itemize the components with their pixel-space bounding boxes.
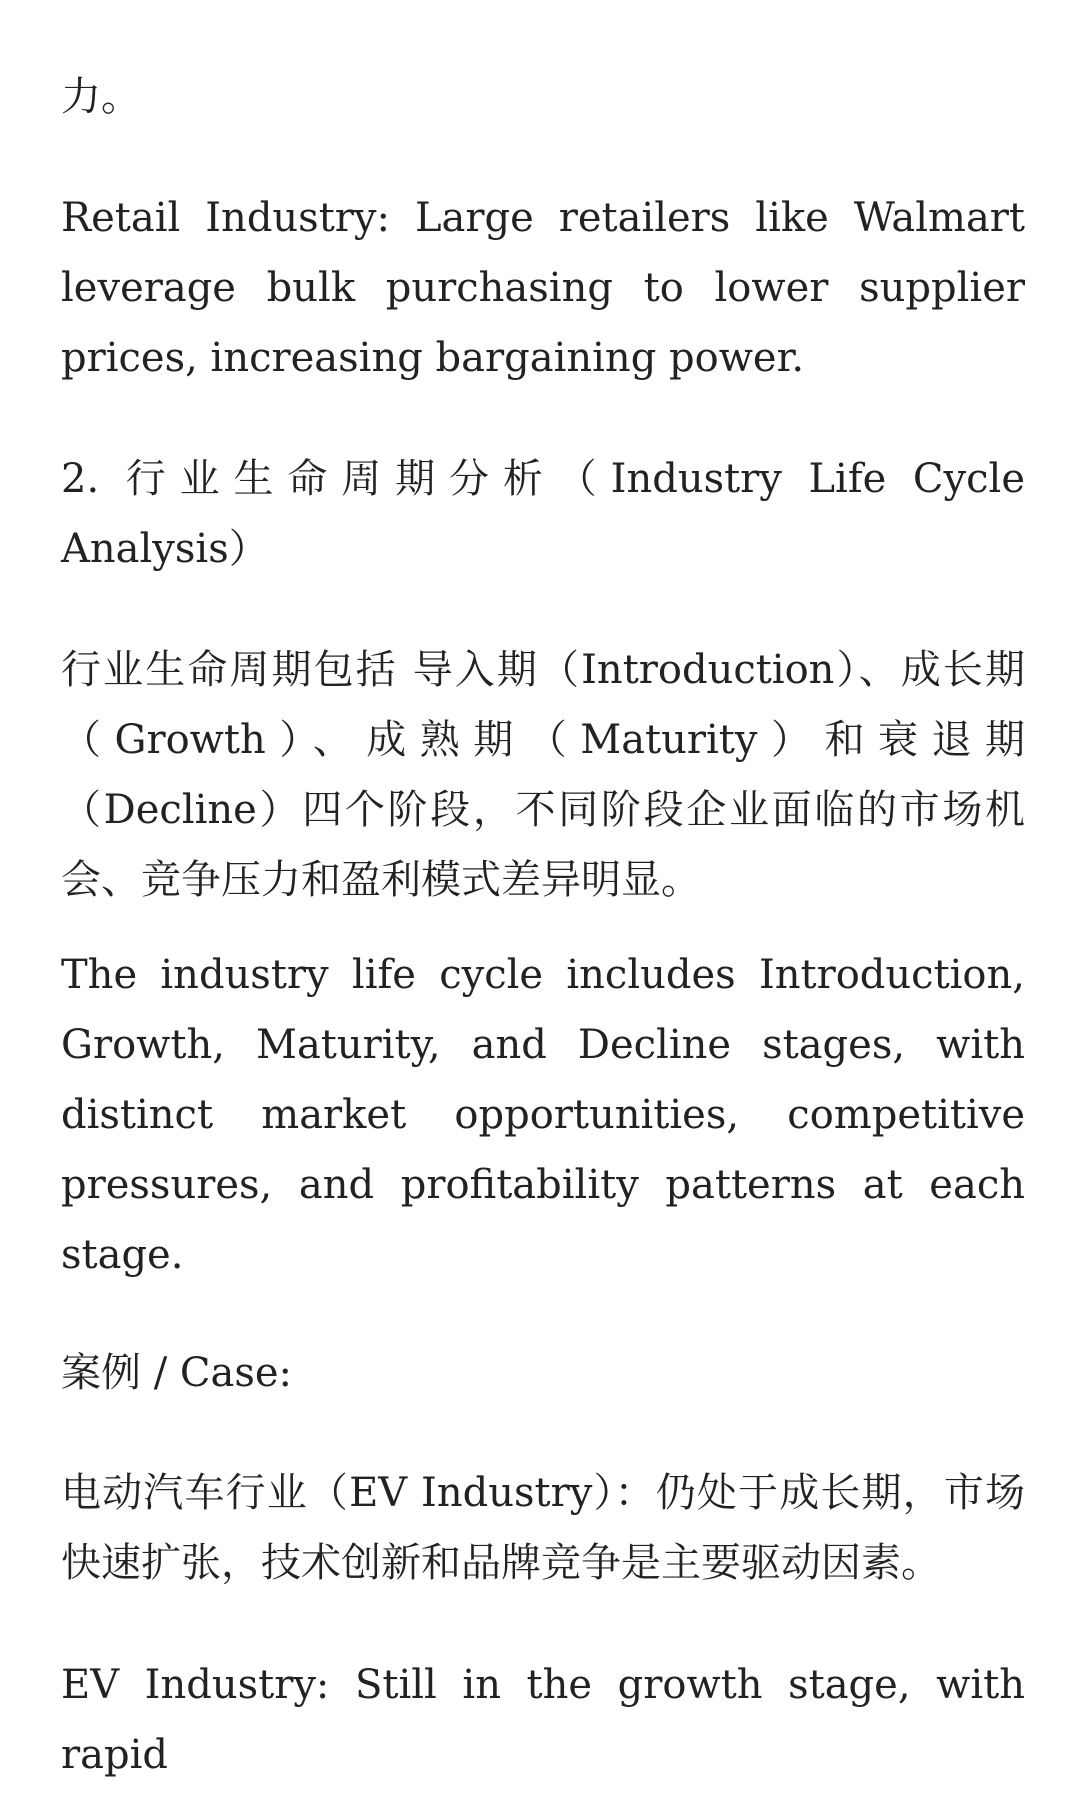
life-cycle-description-zh: 行业生命周期包括 导入期（Introduction）、成长期（Growth）、成熟期（Maturity）和衰退期（Decline）四个阶段，不同阶段企业面临的市场机会、竞争压力和盈利模式差异明显。 [61, 647, 1025, 903]
life-cycle-description-en: The industry life cycle includes Introduction, Growth, Maturity, and Decline stages, with distinct market opportunities, competitive pressures, and profitability patterns at each stage. [61, 952, 1025, 1278]
case-label: 案例 / Case: [61, 1350, 293, 1396]
paragraph-tail-fragment: 力。 [61, 74, 141, 120]
ev-case-en: EV Industry: Still in the growth stage, with rapid [61, 1662, 1025, 1778]
ev-case-zh: 电动汽车行业（EV Industry）：仍处于成长期，市场快速扩张，技术创新和品牌竞争是主要驱动因素。 [61, 1470, 1025, 1586]
section-heading-life-cycle: 2. 行业生命周期分析（Industry Life Cycle Analysis） [61, 456, 1025, 572]
retail-industry-example: Retail Industry: Large retailers like Walmart leverage bulk purchasing to lower supplier prices, increasing bargaining power. [61, 195, 1025, 381]
